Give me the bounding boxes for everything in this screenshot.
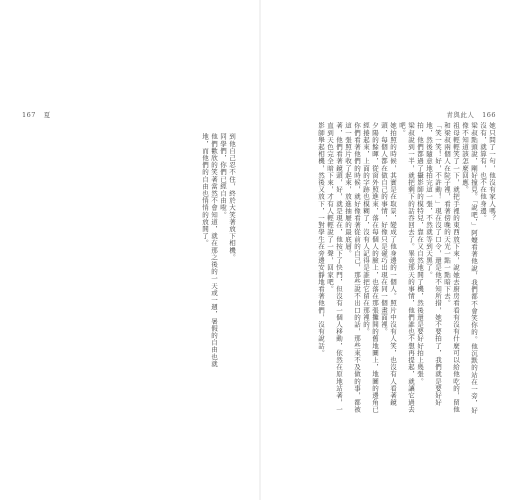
right-page-number: 166: [482, 111, 496, 119]
paragraph: 他們歡欣的笑著當然不會知道，就在那之後的一天或一週，暑假的自由也就: [210, 133, 218, 368]
left-running-title: 夏: [43, 111, 51, 119]
paragraph: 影師舉起相機，然後又放下，一對學生在旁邊安靜地看著他們，沒有說話。: [317, 122, 325, 357]
right-running-title: 青與此人: [446, 111, 475, 119]
left-page-number: 167: [22, 111, 36, 119]
paragraph: 地，而他們的自由也悄悄的放開了。: [201, 133, 209, 247]
paragraph: 拍，他們都過了攝影師的模特兒，靠在又自然地開了機，然後還是要好好拍上幾張。: [416, 122, 424, 385]
right-page: [260, 0, 520, 500]
left-page-body: [126, 133, 236, 395]
paragraph: 祖母輕輕笑了一下，就把手裡的東西放下來，說她去廚房看看有沒有什麼可以給他吃的，留他和梁叔兩個人在院子裡，看著傍晚的天光一點一點暗下去。: [443, 122, 460, 414]
paragraph: 「笑一笑！好，不許動！」現在沒了口令，還是他不知所措，她不要拍了，我們就是要好好地，然後隨意地拍完這一張，不然就等到天黑了。: [425, 122, 442, 406]
paragraph: 到他自己忍不住，終於大笑著放下相機。: [228, 133, 236, 261]
paragraph: 她只問了一句，他沒有家人嗎？: [488, 122, 496, 222]
paragraph: 沒有，就算有，也不在他身邊。: [479, 122, 487, 222]
paragraph: 梁叔說到一半，就把剩下的話吞回去了。畢竟那天的事情，他們誰也不想再提起，就讓它過去吧。: [398, 122, 415, 414]
paragraph: 梁叔點頭說，剛好撞見。「說吧，」阿嬤看著他說，我們都不會笑你的。他沉默的站在一旁，好像不知道該怎麼回應。: [461, 122, 478, 414]
left-page-header: [22, 111, 51, 119]
right-page-header: [446, 111, 496, 119]
paragraph: 著，他們看著鏡頭，好，就是現在，他按下了快門，但沒有一個人移動，依然在原地站著，一直到天色完全暗下來，才有人輕輕說了一聲，回家吧。: [326, 122, 343, 414]
paragraph: 她拍照的時候，其實是在取景，變成了他身邊的一個人。照片中沒有人笑，也沒有人看著鏡頭，每個人都在做自己的事情，好像只是碰巧出現在同一個畫面裡。: [380, 122, 397, 406]
paragraph: 你們看著他們的時候，就好像看著從前的自己，那些說不出口的話，那些來不及做的事，都被這一張照片收了起來，放進抽屜的最底層。: [344, 122, 361, 414]
paragraph: 夕陽的餘暉，從窗外照進來，落在每個人的臉上，也落在那張攤開的舊地圖上，地圖的邊角已經捲起來，上面的字跡也模糊了，沒有人記得是誰把它留在那裡的。: [362, 122, 379, 414]
paragraph: 同學們，你們已經自由啦。: [219, 133, 227, 219]
right-page-body: [290, 122, 496, 418]
